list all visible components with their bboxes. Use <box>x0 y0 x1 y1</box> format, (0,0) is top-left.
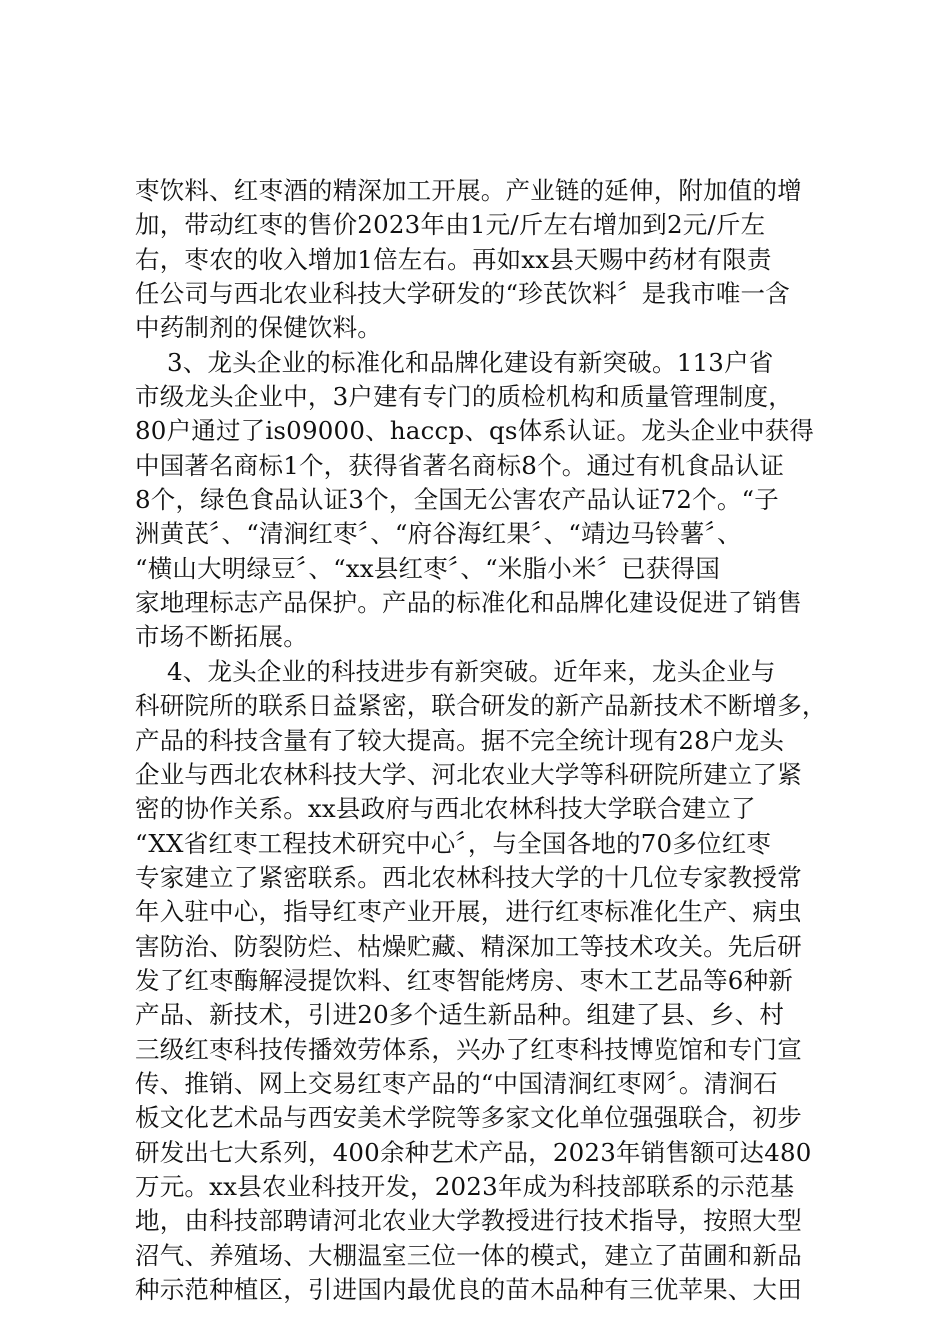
text-line: 板文化艺术品与西安美术学院等多家文化单位强强联合，初步 <box>135 1103 802 1133</box>
text-line: 80户通过了is09000、haccp、qs体系认证。龙头企业中获得 <box>135 416 815 446</box>
text-line: 加，带动红枣的售价2023年由1元/斤左右增加到2元/斤左 <box>135 210 766 240</box>
document-body <box>135 174 845 1307</box>
paragraph-4-start: 4、龙头企业的科技进步有新突破。近年来，龙头企业与 <box>135 656 776 686</box>
text-line: 三级红枣科技传播效劳体系，兴办了红枣科技博览馆和专门宣 <box>135 1034 802 1064</box>
text-line: 害防治、防裂防烂、枯燥贮藏、精深加工等技术攻关。先后研 <box>135 931 802 961</box>
text-line: 企业与西北农林科技大学、河北农业大学等科研院所建立了紧 <box>135 759 802 789</box>
text-line: 年入驻中心，指导红枣产业开展，进行红枣标准化生产、病虫 <box>135 897 802 927</box>
text-line: 科研院所的联系日益紧密，联合研发的新产品新技术不断增多， <box>135 691 827 721</box>
text-line: 传、推销、网上交易红枣产品的“中国清涧红枣网〞。清涧石 <box>135 1068 778 1098</box>
text-line: 种示范种植区，引进国内最优良的苗木品种有三优苹果、大田 <box>135 1275 802 1304</box>
text-line: “横山大明绿豆〞、“xx县红枣〞、“米脂小米〞已获得国 <box>135 553 721 583</box>
text-line: 万元。xx县农业科技开发，2023年成为科技部联系的示范基 <box>135 1171 795 1201</box>
text-line: 专家建立了紧密联系。西北农林科技大学的十几位专家教授常 <box>135 862 802 892</box>
text-line: 研发出七大系列，400余种艺术产品，2023年销售额可达480 <box>135 1137 812 1167</box>
paragraph-3-start: 3、龙头企业的标准化和品牌化建设有新突破。113户省 <box>135 347 774 377</box>
text-line: 地，由科技部聘请河北农业大学教授进行技术指导，按照大型 <box>135 1206 802 1236</box>
text-line: 产品、新技术，引进20多个适生新品种。组建了县、乡、村 <box>135 1000 785 1030</box>
text-line: 洲黄芪〞、“清涧红枣〞、“府谷海红果〞、“靖边马铃薯〞、 <box>135 519 742 549</box>
text-line: 中国著名商标1个，获得省著名商标8个。通过有机食品认证 <box>135 450 785 480</box>
text-line: 密的协作关系。xx县政府与西北农林科技大学联合建立了 <box>135 794 756 824</box>
text-line: 枣饮料、红枣酒的精深加工开展。产业链的延伸，附加值的增 <box>135 176 802 205</box>
text-line: 发了红枣酶解浸提饮料、红枣智能烤房、枣木工艺品等6种新 <box>135 965 793 995</box>
text-line: 中药制剂的保健饮料。 <box>135 313 382 343</box>
text-line: 右，枣农的收入增加1倍左右。再如xx县天赐中药材有限责 <box>135 244 772 274</box>
text-line: 任公司与西北农业科技大学研发的“珍芪饮料〞是我市唯一含 <box>135 279 790 309</box>
text-line: 家地理标志产品保护。产品的标准化和品牌化建设促进了销售 <box>135 588 802 618</box>
text-line: 市场不断拓展。 <box>135 622 308 652</box>
text-line: 沼气、养殖场、大棚温室三位一体的模式，建立了苗圃和新品 <box>135 1240 802 1270</box>
text-line: 市级龙头企业中，3户建有专门的质检机构和质量管理制度， <box>135 382 793 412</box>
text-line: 产品的科技含量有了较大提高。据不完全统计现有28户龙头 <box>135 725 785 755</box>
text-line: 8个，绿色食品认证3个，全国无公害农产品认证72个。“子 <box>135 485 779 515</box>
text-line: “XX省红枣工程技术研究中心〞，与全国各地的70多位红枣 <box>135 828 772 858</box>
